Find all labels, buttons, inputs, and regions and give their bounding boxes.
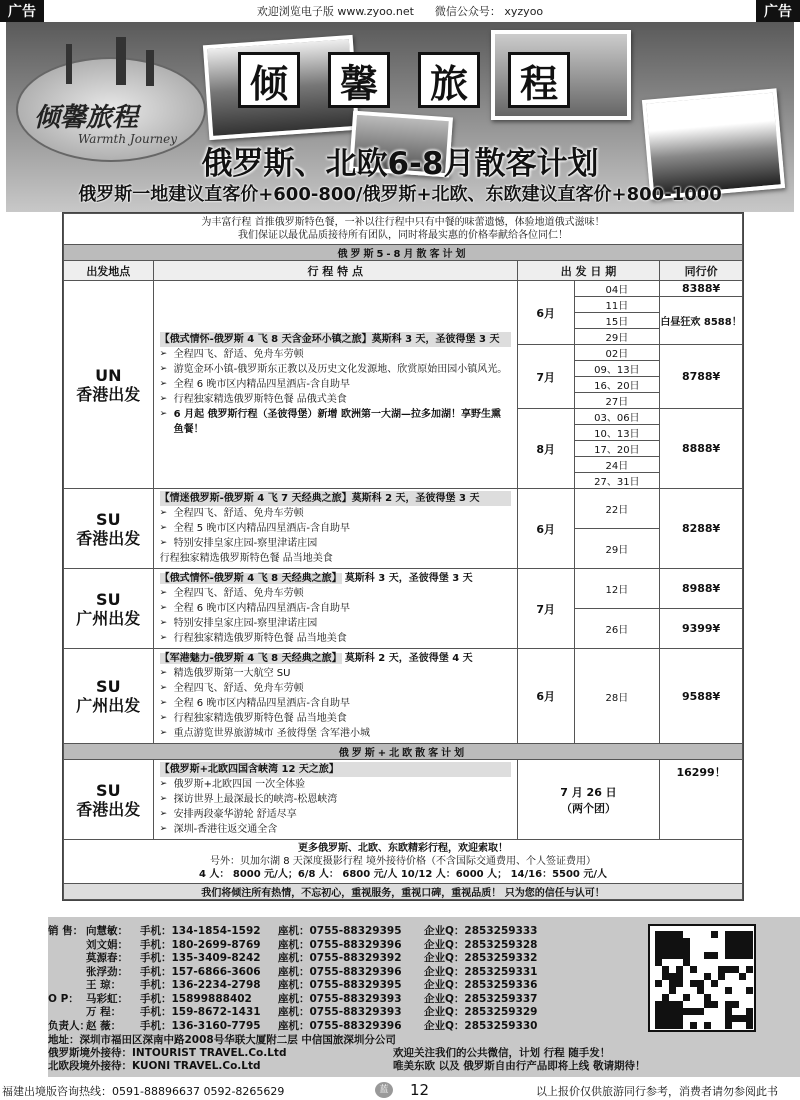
- qr-module: [739, 938, 746, 945]
- qr-module: [690, 980, 697, 987]
- qr-module: [683, 959, 690, 966]
- qr-module: [725, 952, 732, 959]
- month: 6月: [517, 489, 574, 569]
- qr-module: [669, 945, 676, 952]
- date-cell: 03、06日: [574, 409, 660, 425]
- address: 地址：深圳市福田区深南中路2008号华联大厦附二层 中信国旅深圳分公司: [48, 1034, 396, 1046]
- qr-module: [669, 1022, 676, 1029]
- wechat-id: 微信公众号： xyzyoo: [434, 5, 544, 18]
- qr-module: [697, 980, 704, 987]
- qr-module: [683, 1008, 690, 1015]
- departure-su-hk: SU 香港出发: [64, 489, 154, 569]
- departure-un-hk: UN 香港出发: [64, 281, 154, 489]
- month: 7月: [517, 569, 574, 649]
- qr-module: [746, 952, 753, 959]
- qr-module: [655, 1022, 662, 1029]
- qr-module: [676, 1015, 683, 1022]
- title-char-2: 馨: [328, 52, 390, 108]
- date-cell: 12日: [574, 569, 660, 609]
- contact-mobile[interactable]: 手机：180-2699-8769: [140, 938, 261, 951]
- list-item: ➢ 全程四飞、舒适、免舟车劳顿: [160, 506, 511, 521]
- qr-module: [662, 1015, 669, 1022]
- qr-module: [676, 952, 683, 959]
- nordic-features: [153, 760, 517, 840]
- qr-module: [725, 1008, 732, 1015]
- footnote-line-1: 更多俄罗斯、北欧、东欧精彩行程，欢迎索取！: [298, 843, 508, 854]
- qr-module: [655, 952, 662, 959]
- contact-qq: 企业Q：2853259328: [424, 938, 538, 951]
- qr-module: [725, 1022, 732, 1029]
- title-char-1: 倾: [238, 52, 300, 108]
- list-item: ➢ 行程独家精选俄罗斯特色餐 品当地美食: [160, 631, 511, 646]
- contact-mobile[interactable]: 手机：136-2234-2798: [140, 979, 261, 991]
- departure-su-gz: SU 广州出发: [64, 569, 154, 649]
- header-date: 出 发 日 期: [517, 261, 659, 281]
- qr-module: [746, 1015, 753, 1022]
- qr-module: [662, 966, 669, 973]
- list-item: 行程独家精选俄罗斯特色餐 品当地美食: [159, 553, 333, 564]
- list-item: ➢ 行程独家精选俄罗斯特色餐 品当地美食: [160, 711, 511, 726]
- qr-module: [655, 938, 662, 945]
- price-cell: 9399¥: [660, 609, 743, 649]
- qr-module: [732, 952, 739, 959]
- list-item: ➢ 全程四飞、舒适、免舟车劳顿: [160, 681, 511, 696]
- date-cell: 29日: [574, 529, 660, 569]
- qr-module: [739, 1015, 746, 1022]
- list-item: ➢ 重点游览世界旅游城市 圣彼得堡 含军港小城: [160, 726, 511, 741]
- qr-module: [704, 973, 711, 980]
- qr-module: [662, 973, 669, 980]
- qr-module: [690, 1008, 697, 1015]
- date-cell: 16、20日: [574, 377, 660, 393]
- qr-module: [683, 994, 690, 1001]
- departure-su-gz-2: SU 广州出发: [64, 649, 154, 744]
- intro-line-2: 我们保证以最优品质接待所有团队，同时将最实惠的价格奉献给各位同仁！: [238, 230, 568, 241]
- footnote-line-3: 4 人： 8000 元/人；6/8 人： 6800 元/人 10/12 人：6000 人； 14/16：5500 元/人: [198, 869, 608, 880]
- contact-mobile[interactable]: 手机：157-6866-3606: [140, 965, 261, 978]
- qr-module: [718, 973, 725, 980]
- contact-tel[interactable]: 座机：0755-88329393: [278, 1006, 402, 1018]
- tour-title: 【军港魅力-俄罗斯 4 飞 8 天经典之旅】: [159, 653, 342, 664]
- header-price: 同行价: [660, 261, 743, 281]
- contact-role: O P：: [48, 992, 79, 1005]
- date-cell: 22日: [574, 489, 660, 529]
- list-item: ➢ 全程 6 晚市区内精品四星酒店-含自助早: [160, 696, 511, 711]
- date-cell: 10、13日: [574, 425, 660, 441]
- qr-module: [669, 1015, 676, 1022]
- contact-name: 向慧敏：: [86, 925, 128, 937]
- date-cell: 24日: [574, 457, 660, 473]
- contact-tel[interactable]: 座机：0755-88329395: [278, 979, 402, 991]
- date-cell: 04日: [574, 281, 660, 297]
- contact-qq: 企业Q：2853259331: [424, 965, 538, 978]
- ad-label-right: 广告: [756, 0, 800, 22]
- qr-module: [655, 1008, 662, 1015]
- date-cell: 17、20日: [574, 441, 660, 457]
- qr-module: [739, 931, 746, 938]
- qr-module: [704, 1022, 711, 1029]
- qr-module: [732, 1015, 739, 1022]
- qr-module: [725, 938, 732, 945]
- qr-module: [683, 945, 690, 952]
- qr-module: [732, 966, 739, 973]
- section-header-nordic: 俄罗斯+北欧散客计划: [64, 744, 743, 760]
- footnote-line-2: 号外：贝加尔湖 8 天深度摄影行程 境外接待价格（不含国际交通费用、个人签证费用）: [210, 856, 596, 867]
- list-item: ➢ 游览金环小镇-俄罗斯东正教以及历史文化发源地、欣赏原始田园小镇风光。: [160, 362, 511, 377]
- qr-module: [718, 966, 725, 973]
- qr-module: [746, 987, 753, 994]
- nordic-date: 7 月 26 日 （两个团）: [517, 760, 659, 840]
- qr-module: [662, 945, 669, 952]
- list-item: ➢ 深圳-香港往返交通全含: [160, 822, 511, 837]
- qr-module: [655, 1015, 662, 1022]
- qr-module: [725, 966, 732, 973]
- qr-module: [746, 1022, 753, 1029]
- footer: [0, 1081, 800, 1100]
- qr-module: [704, 994, 711, 1001]
- castle-dome-icon: [146, 50, 154, 86]
- contact-qq: 企业Q：2853259333: [424, 925, 538, 937]
- tour-cities: 莫斯科 3 天，圣彼得堡 3 天: [344, 573, 473, 584]
- qr-module: [676, 980, 683, 987]
- list-item: ➢ 全程四飞、舒适、免舟车劳顿: [160, 347, 511, 362]
- qr-module: [676, 931, 683, 938]
- tour-1-features: [153, 281, 517, 489]
- footnote: [64, 840, 743, 884]
- contact-tel[interactable]: 座机：0755-88329393: [278, 992, 402, 1005]
- month: 7月: [517, 345, 574, 409]
- contact-tel[interactable]: 座机：0755-88329396: [278, 965, 402, 978]
- title-char-3: 旅: [418, 52, 480, 108]
- month: 6月: [517, 281, 574, 345]
- qr-module: [746, 1008, 753, 1015]
- contact-name: 王 琼：: [86, 979, 122, 991]
- qr-module: [697, 987, 704, 994]
- qr-module: [669, 973, 676, 980]
- qr-module: [669, 987, 676, 994]
- qr-module: [711, 980, 718, 987]
- date-cell: 11日: [574, 297, 660, 313]
- contact-mobile[interactable]: 手机：134-1854-1592: [140, 925, 261, 937]
- date-cell: 02日: [574, 345, 660, 361]
- qr-module: [669, 938, 676, 945]
- tour-title: 【情迷俄罗斯-俄罗斯 4 飞 7 天经典之旅】莫斯科 2 天，圣彼得堡 3 天: [160, 491, 511, 506]
- subtitle: 俄罗斯、北欧6-8月散客计划: [201, 146, 599, 182]
- qr-module: [669, 980, 676, 987]
- slogan: 我们将倾注所有热情，不忘初心，重视服务，重视口碑，重视品质！ 只为您的信任与认可！: [64, 884, 743, 900]
- logo-text: 倾馨旅程: [34, 103, 139, 133]
- qr-module: [669, 952, 676, 959]
- month: 6月: [517, 649, 574, 744]
- contact-name: 莫源春：: [86, 952, 128, 964]
- contact-name: 马彩虹：: [86, 992, 128, 1005]
- qr-module: [676, 945, 683, 952]
- tour-cities: 莫斯科 2 天，圣彼得堡 4 天: [344, 653, 473, 664]
- contact-mobile[interactable]: 手机：136-3160-7795: [140, 1019, 261, 1032]
- qr-module: [669, 931, 676, 938]
- list-item: ➢ 全程四飞、舒适、免舟车劳顿: [160, 586, 511, 601]
- contact-tel[interactable]: 座机：0755-88329392: [278, 952, 402, 964]
- follow-note-1: 欢迎关注我们的公共微信，计划 行程 随手发！: [393, 1047, 611, 1059]
- qr-module: [746, 931, 753, 938]
- contact-qq: 企业Q：2853259336: [424, 979, 538, 991]
- qr-module: [746, 938, 753, 945]
- page-number: 12: [410, 1081, 430, 1099]
- nordic-agent: 北欧段境外接待：KUONI TRAVEL.Co.Ltd: [48, 1060, 261, 1072]
- qr-module: [662, 931, 669, 938]
- qr-module: [683, 938, 690, 945]
- date-cell: 15日: [574, 313, 660, 329]
- departure-su-hk-nordic: SU 香港出发: [64, 760, 154, 840]
- price-cell-special: 白昼狂欢 8588！: [660, 297, 743, 345]
- qr-module: [662, 994, 669, 1001]
- contact-qq: 企业Q：2853259330: [424, 1019, 538, 1032]
- qr-module: [676, 1001, 683, 1008]
- qr-module: [704, 1001, 711, 1008]
- price-cell: 8788¥: [660, 345, 743, 409]
- qr-module: [739, 973, 746, 980]
- column-headers: [64, 261, 743, 281]
- russia-agent: 俄罗斯境外接待：INTOURIST TRAVEL.Co.Ltd: [48, 1047, 287, 1059]
- qr-module: [676, 1022, 683, 1029]
- qr-module: [704, 952, 711, 959]
- ad-label-left: 广告: [0, 0, 44, 22]
- disclaimer: 以上报价仅供旅游同行参考，消费者请勿参阅此书: [536, 1085, 778, 1098]
- qr-module: [725, 945, 732, 952]
- list-item: ➢ 行程独家精选俄罗斯特色餐 品俄式美食: [160, 392, 511, 407]
- qr-module: [676, 938, 683, 945]
- header-departure: 出发地点: [64, 261, 154, 281]
- section-header-russia: 俄罗斯5-8月散客计划: [64, 245, 743, 261]
- castle-tower-icon: [116, 37, 126, 85]
- contact-name: 张浮劲：: [86, 965, 128, 978]
- contact-qq: 企业Q：2853259332: [424, 952, 538, 964]
- qr-module: [662, 952, 669, 959]
- qr-module: [725, 1015, 732, 1022]
- list-item: ➢ 全程 5 晚市区内精品四星酒店-含自助早: [160, 521, 511, 536]
- list-item: ➢ 探访世界上最深最长的峡湾-松恩峡湾: [160, 792, 511, 807]
- date-cell: 28日: [574, 649, 660, 744]
- month: 8月: [517, 409, 574, 489]
- date-cell: 09、13日: [574, 361, 660, 377]
- contact-tel[interactable]: 座机：0755-88329396: [278, 938, 402, 951]
- qr-module: [662, 1001, 669, 1008]
- qr-module: [725, 1001, 732, 1008]
- tour-2-features: [153, 489, 517, 569]
- qr-module: [732, 1001, 739, 1008]
- qr-module: [655, 945, 662, 952]
- tour-3-features: [153, 569, 517, 649]
- list-item: ➢ 6 月起 俄罗斯行程（圣彼得堡）新增 欧洲第一大湖—拉多加湖！享野生熏鱼餐！: [160, 407, 511, 437]
- contact-qq: 企业Q：2853259329: [424, 1006, 538, 1018]
- price-cell: 8988¥: [660, 569, 743, 609]
- qr-module: [732, 945, 739, 952]
- contact-mobile[interactable]: 手机：15899888402: [140, 992, 252, 1005]
- price-guideline: 俄罗斯一地建议直客价+600-800/俄罗斯+北欧、东欧建议直客价+800-1000: [78, 184, 722, 205]
- qr-module: [711, 931, 718, 938]
- castle-spire-icon: [66, 44, 72, 84]
- list-item: ➢ 全程 6 晚市区内精品四星酒店-含自助早: [160, 377, 511, 392]
- qr-module: [739, 952, 746, 959]
- date-cell: 29日: [574, 329, 660, 345]
- edition-badge: 蓝: [375, 1082, 393, 1098]
- qr-module: [655, 931, 662, 938]
- qr-module: [662, 1022, 669, 1029]
- nordic-price: 16299！: [660, 760, 743, 840]
- qr-module: [655, 1001, 662, 1008]
- qr-module: [746, 945, 753, 952]
- qr-module: [690, 1022, 697, 1029]
- list-item: ➢ 安排两段豪华游轮 舒适尽享: [160, 807, 511, 822]
- follow-note-2: 唯美东欧 以及 俄罗斯自由行产品即将上线 敬请期待！: [393, 1060, 646, 1072]
- qr-module: [711, 952, 718, 959]
- price-cell: 8888¥: [660, 409, 743, 489]
- qr-module: [739, 945, 746, 952]
- contact-tel[interactable]: 座机：0755-88329395: [278, 925, 402, 937]
- qr-module: [655, 959, 662, 966]
- qr-module: [669, 1008, 676, 1015]
- tour-4-features: [153, 649, 517, 744]
- site-url[interactable]: 欢迎浏览电子版 www.zyoo.net: [256, 5, 414, 18]
- hotline: 福建出境版咨询热线：0591-88896637 0592-8265629: [2, 1085, 285, 1098]
- qr-module: [669, 1001, 676, 1008]
- contact-tel[interactable]: 座机：0755-88329396: [278, 1019, 402, 1032]
- date-cell: 27日: [574, 393, 660, 409]
- date-cell: 26日: [574, 609, 660, 649]
- list-item: ➢ 特别安排皇家庄园-察里津诺庄园: [160, 536, 511, 551]
- top-info: [0, 3, 800, 19]
- contact-name: 赵 薇：: [86, 1019, 122, 1032]
- qr-module: [697, 1008, 704, 1015]
- list-item: ➢ 全程 6 晚市区内精品四星酒店-含自助早: [160, 601, 511, 616]
- contact-name: 万 程：: [86, 1006, 122, 1018]
- header-features: 行 程 特 点: [153, 261, 517, 281]
- qr-module: [732, 938, 739, 945]
- qr-module: [676, 966, 683, 973]
- contact-mobile[interactable]: 手机：159-8672-1431: [140, 1006, 261, 1018]
- qr-module: [711, 1001, 718, 1008]
- qr-code-icon[interactable]: [648, 924, 756, 1032]
- schedule-table: [62, 212, 744, 901]
- price-cell: 8388¥: [660, 281, 743, 297]
- logo-english: Warmth Journey: [78, 132, 178, 146]
- contact-name: 刘文娟：: [86, 938, 128, 951]
- tour-title: 【俄式情怀-俄罗斯 4 飞 8 天含金环小镇之旅】莫斯科 3 天，圣彼得堡 3 天: [160, 332, 511, 347]
- qr-module: [655, 980, 662, 987]
- contact-role: 负责人：: [48, 1019, 90, 1032]
- intro-line-1: 为丰富行程 首推俄罗斯特色餐，一补以往行程中只有中餐的味蕾遗憾，体验地道俄式滋味！: [201, 217, 605, 228]
- qr-module: [732, 931, 739, 938]
- tour-title: 【俄式情怀-俄罗斯 4 飞 8 天经典之旅】: [159, 573, 342, 584]
- contact-mobile[interactable]: 手机：135-3409-8242: [140, 952, 261, 964]
- qr-module: [725, 931, 732, 938]
- intro: [64, 214, 743, 245]
- tour-title: 【俄罗斯+北欧四国含峡湾 12 天之旅】: [160, 762, 511, 777]
- qr-module: [725, 987, 732, 994]
- list-item: ➢ 特别安排皇家庄园-察里津诺庄园: [160, 616, 511, 631]
- qr-module: [662, 938, 669, 945]
- price-cell: 8288¥: [660, 489, 743, 569]
- contact-role: 销 售：: [48, 925, 84, 937]
- list-item: ➢ 精选俄罗斯第一大航空 SU: [160, 666, 511, 681]
- contact-qq: 企业Q：2853259337: [424, 992, 538, 1005]
- date-cell: 27、31日: [574, 473, 660, 489]
- list-item: ➢ 俄罗斯+北欧四国 一次全体验: [160, 777, 511, 792]
- qr-module: [746, 966, 753, 973]
- price-cell: 9588¥: [660, 649, 743, 744]
- qr-module: [662, 1008, 669, 1015]
- qr-module: [683, 952, 690, 959]
- qr-module: [690, 966, 697, 973]
- qr-module: [676, 973, 683, 980]
- title-char-4: 程: [508, 52, 570, 108]
- qr-module: [676, 1008, 683, 1015]
